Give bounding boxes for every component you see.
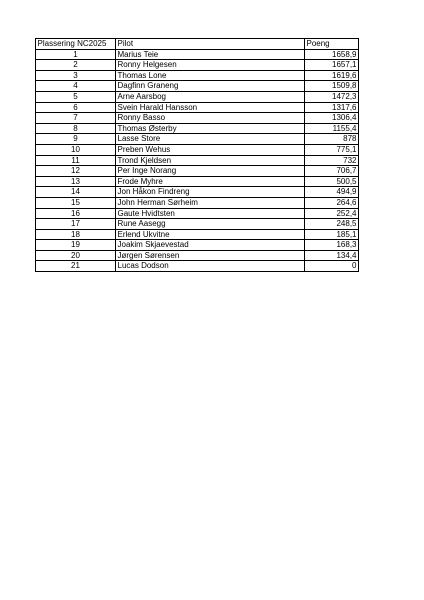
place-cell: 19 xyxy=(36,240,116,251)
header-place: Plassering NC2025 xyxy=(36,39,116,50)
pilot-cell: Ronny Helgesen xyxy=(116,60,305,71)
place-cell: 16 xyxy=(36,208,116,219)
pilot-cell: Lasse Store xyxy=(116,134,305,145)
place-cell: 12 xyxy=(36,166,116,177)
place-cell: 13 xyxy=(36,176,116,187)
place-cell: 11 xyxy=(36,155,116,166)
table-row xyxy=(36,187,359,198)
points-cell: 1658,9 xyxy=(305,49,359,60)
points-cell: 775,1 xyxy=(305,144,359,155)
table-row xyxy=(36,261,359,272)
pilot-cell: Frode Myhre xyxy=(116,176,305,187)
points-cell: 1155,4 xyxy=(305,123,359,134)
points-cell: 1306,4 xyxy=(305,113,359,124)
table-row xyxy=(36,49,359,60)
pilot-cell: Svein Harald Hansson xyxy=(116,102,305,113)
pilot-cell: Thomas Lone xyxy=(116,70,305,81)
pilot-cell: Rune Aasegg xyxy=(116,219,305,230)
table-body xyxy=(36,49,359,271)
results-sheet xyxy=(35,38,359,272)
table-row xyxy=(36,250,359,261)
points-cell: 732 xyxy=(305,155,359,166)
place-cell: 2 xyxy=(36,60,116,71)
table-row xyxy=(36,229,359,240)
pilot-cell: John Herman Sørheim xyxy=(116,197,305,208)
table-row xyxy=(36,102,359,113)
points-cell: 878 xyxy=(305,134,359,145)
pilot-cell: Preben Wehus xyxy=(116,144,305,155)
place-cell: 21 xyxy=(36,261,116,272)
place-cell: 6 xyxy=(36,102,116,113)
points-cell: 1619,6 xyxy=(305,70,359,81)
points-cell: 1657,1 xyxy=(305,60,359,71)
table-row xyxy=(36,155,359,166)
table-row xyxy=(36,123,359,134)
pilot-cell: Per Inge Norang xyxy=(116,166,305,177)
place-cell: 14 xyxy=(36,187,116,198)
header-row xyxy=(36,39,359,50)
points-cell: 500,5 xyxy=(305,176,359,187)
place-cell: 4 xyxy=(36,81,116,92)
pilot-cell: Joakim Skjaevestad xyxy=(116,240,305,251)
points-cell: 134,4 xyxy=(305,250,359,261)
pilot-cell: Jørgen Sørensen xyxy=(116,250,305,261)
header-pilot: Pilot xyxy=(116,39,305,50)
points-cell: 1317,6 xyxy=(305,102,359,113)
place-cell: 10 xyxy=(36,144,116,155)
place-cell: 18 xyxy=(36,229,116,240)
place-cell: 17 xyxy=(36,219,116,230)
table-row xyxy=(36,113,359,124)
pilot-cell: Lucas Dodson xyxy=(116,261,305,272)
table-row xyxy=(36,208,359,219)
pilot-cell: Ronny Basso xyxy=(116,113,305,124)
place-cell: 5 xyxy=(36,91,116,102)
table-row xyxy=(36,70,359,81)
table-row xyxy=(36,60,359,71)
place-cell: 15 xyxy=(36,197,116,208)
table-header xyxy=(36,39,359,50)
points-cell: 1472,3 xyxy=(305,91,359,102)
pilot-cell: Jon Håkon Findreng xyxy=(116,187,305,198)
points-cell: 706,7 xyxy=(305,166,359,177)
points-cell: 252,4 xyxy=(305,208,359,219)
results-table xyxy=(35,38,359,272)
table-row xyxy=(36,176,359,187)
place-cell: 8 xyxy=(36,123,116,134)
table-row xyxy=(36,166,359,177)
place-cell: 7 xyxy=(36,113,116,124)
points-cell: 1509,8 xyxy=(305,81,359,92)
pilot-cell: Trond Kjeldsen xyxy=(116,155,305,166)
pilot-cell: Dagfinn Graneng xyxy=(116,81,305,92)
table-row xyxy=(36,197,359,208)
points-cell: 248,5 xyxy=(305,219,359,230)
place-cell: 20 xyxy=(36,250,116,261)
table-row xyxy=(36,81,359,92)
table-row xyxy=(36,219,359,230)
place-cell: 9 xyxy=(36,134,116,145)
table-row xyxy=(36,91,359,102)
pilot-cell: Marius Teie xyxy=(116,49,305,60)
pilot-cell: Gaute Hvidtsten xyxy=(116,208,305,219)
points-cell: 264,6 xyxy=(305,197,359,208)
points-cell: 494,9 xyxy=(305,187,359,198)
points-cell: 185,1 xyxy=(305,229,359,240)
table-row xyxy=(36,134,359,145)
points-cell: 0 xyxy=(305,261,359,272)
table-row xyxy=(36,144,359,155)
header-points: Poeng xyxy=(305,39,359,50)
pilot-cell: Erlend Ukvitne xyxy=(116,229,305,240)
pilot-cell: Arne Aarsbog xyxy=(116,91,305,102)
place-cell: 3 xyxy=(36,70,116,81)
pilot-cell: Thomas Østerby xyxy=(116,123,305,134)
points-cell: 168,3 xyxy=(305,240,359,251)
table-row xyxy=(36,240,359,251)
place-cell: 1 xyxy=(36,49,116,60)
